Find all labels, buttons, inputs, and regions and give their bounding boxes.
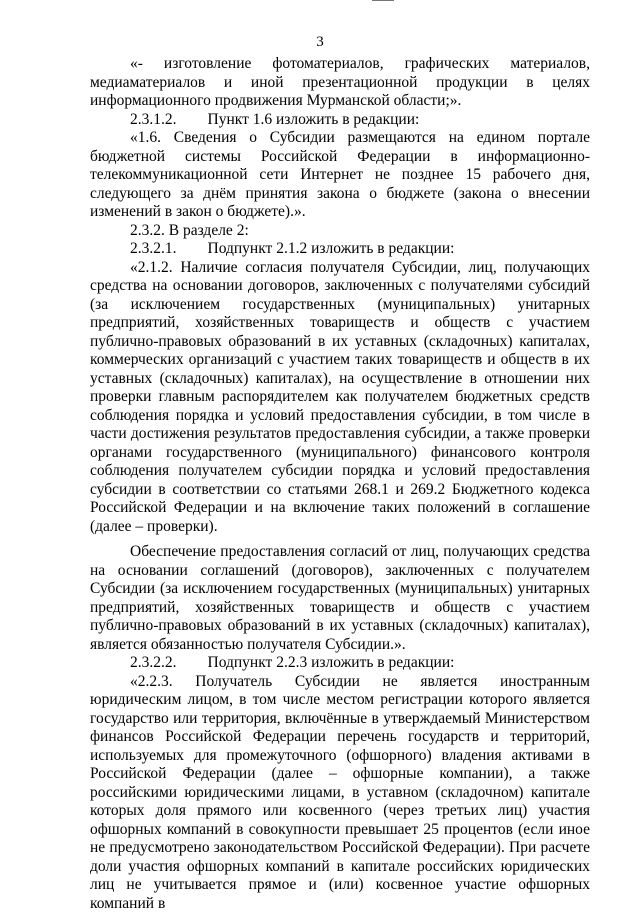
page-number: 3 bbox=[0, 34, 640, 51]
item-2-3-2-2-heading: 2.3.2.2. Подпункт 2.2.3 изложить в редакции: bbox=[90, 654, 590, 673]
scan-mark bbox=[372, 0, 394, 1]
document-body bbox=[90, 55, 590, 913]
item-2-3-2-1-heading: 2.3.2.1. Подпункт 2.1.2 изложить в редакции: bbox=[90, 240, 590, 259]
item-2-3-1-2-heading: 2.3.1.2. Пункт 1.6 изложить в редакции: bbox=[90, 111, 590, 130]
paragraph-2-2-3: «2.2.3. Получатель Субсидии не является иностранным юридическим лицом, в том числе местом регистрации которого является государство или территория, включённые в утверждаемый Министерством финансов Российской Федерации перечень государств и территорий, используемых для промежуточного (офшорного) владения активами в Российской Федерации (далее – офшорные компании), а также российскими юридическими лицами, в уставном (складочном) капитале которых доля прямого или косвенного (через третьих лиц) участия офшорных компаний в совокупности превышает 25 процентов (если иное не предусмотрено законодательством Российской Федерации). При расчете доли участия офшорных компаний в капитале российских юридических лиц не учитывается прямое и (или) косвенное участие офшорных компаний в bbox=[90, 673, 590, 913]
paragraph-consent-obligation: Обеспечение предоставления согласий от лиц, получающих средства на основании соглашений (договоров), заключенных с получателем Субсидии (за исключением государственных (муниципальных) унитарных предприятий, хозяйственных товариществ и обществ с участием публично-правовых образований в их уставных (складочных) капиталах), является обязанностью получателя Субсидии.». bbox=[90, 543, 590, 654]
paragraph-quote-1-5: «- изготовление фотоматериалов, графических материалов, медиаматериалов и иной презентационной продукции в целях информационного продвижения Мурманской области;». bbox=[90, 55, 590, 111]
paragraph-2-1-2: «2.1.2. Наличие согласия получателя Субсидии, лиц, получающих средства на основании договоров, заключенных с получателями субсидий (за исключением государственных (муниципальных) унитарных предприятий, хозяйственных товариществ и обществ с участием публично-правовых образований в их уставных (складочных) капиталах, коммерческих организаций с участием таких товариществ и обществ в их уставных (складочных) капиталах), на осуществление в отношении них проверки главным распорядителем как получателем бюджетных средств соблюдения порядка и условий предоставления субсидии, в том числе в части достижения результатов предоставления субсидии, а также проверки органами государственного (муниципального) финансового контроля соблюдения получателем субсидии порядка и условий предоставления субсидии в соответствии со статьями 268.1 и 269.2 Бюджетного кодекса Российской Федерации и на включение таких положений в соглашение (далее – проверки). bbox=[90, 259, 590, 537]
item-2-3-2-heading: 2.3.2. В разделе 2: bbox=[90, 222, 590, 241]
paragraph-1-6: «1.6. Сведения о Субсидии размещаются на едином портале бюджетной системы Российской Федерации в информационно-телекоммуникационной сети Интернет не позднее 15 рабочего дня, следующего за днём принятия закона о бюджете (закона о внесении изменений в закон о бюджете).». bbox=[90, 129, 590, 222]
